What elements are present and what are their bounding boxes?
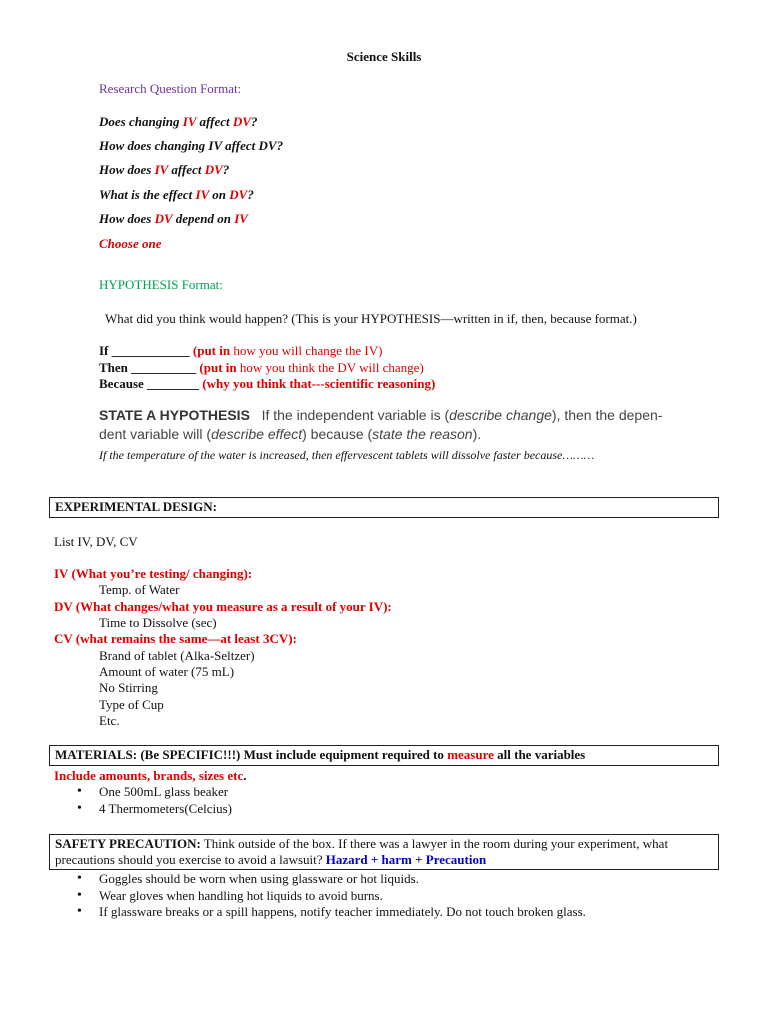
- iv-value: Temp. of Water: [99, 582, 180, 597]
- hypothesis-question: What did you think would happen? (This is your HYPOTHESIS—written in if, then, because format.): [105, 311, 637, 326]
- hypothesis-example: If the temperature of the water is increased, then effervescent tablets will dissolve faster because………: [99, 448, 595, 462]
- cv-value: No Stirring: [99, 680, 158, 695]
- research-heading: Research Question Format:: [99, 81, 242, 96]
- list-item: • Wear gloves when handling hot liquids to avoid burns.: [77, 888, 586, 905]
- cv-value: Amount of water (75 mL): [99, 664, 235, 679]
- page-title: Science Skills: [346, 49, 422, 64]
- materials-note: Include amounts, brands, sizes etc.: [54, 768, 247, 783]
- then-line: Then __________ (put in how you think the DV will change): [99, 360, 424, 375]
- list-item: • Goggles should be worn when using glassware or hot liquids.: [77, 871, 586, 888]
- safety-box: SAFETY PRECAUTION: Think outside of the box. If there was a lawyer in the room during your experiment, what precautions should you exercise to avoid a lawsuit? Hazard + harm + Precaution: [49, 834, 719, 870]
- dv-label: DV (What changes/what you measure as a result of your IV):: [54, 599, 392, 614]
- research-question-2: How does changing IV affect DV?: [99, 138, 284, 153]
- research-question-1: Does changing IV affect DV?: [99, 114, 258, 129]
- if-line: If ____________ (put in how you will change the IV): [99, 343, 383, 358]
- research-question-4: What is the effect IV on DV?: [99, 187, 254, 202]
- research-question-5: How does DV depend on IV: [99, 211, 248, 226]
- cv-value: Type of Cup: [99, 697, 164, 712]
- list-item: • 4 Thermometers(Celcius): [77, 801, 232, 818]
- materials-box: MATERIALS: (Be SPECIFIC!!!) Must include equipment required to measure all the variables: [49, 745, 719, 766]
- list-iv-dv-cv: List IV, DV, CV: [54, 534, 138, 549]
- iv-label: IV (What you’re testing/ changing):: [54, 566, 253, 581]
- experimental-design-box: [49, 497, 719, 518]
- safety-list: [77, 871, 586, 921]
- state-hypothesis-banner: STATE A HYPOTHESIS If the independent variable is (describe change), then the depen- dent variable will (describe effect) because (state the reason).: [99, 407, 663, 442]
- list-item: • If glassware breaks or a spill happens, notify teacher immediately. Do not touch broken glass.: [77, 904, 586, 921]
- because-line: Because ________ (why you think that---scientific reasoning): [99, 376, 436, 391]
- hypothesis-heading: HYPOTHESIS Format:: [99, 277, 223, 292]
- cv-value: Etc.: [99, 713, 120, 728]
- list-item: • One 500mL glass beaker: [77, 784, 232, 801]
- research-question-3: How does IV affect DV?: [99, 162, 230, 177]
- materials-list: [77, 784, 232, 817]
- experimental-design-heading: EXPERIMENTAL DESIGN:: [55, 499, 217, 514]
- dv-value: Time to Dissolve (sec): [99, 615, 217, 630]
- cv-label: CV (what remains the same—at least 3CV):: [54, 631, 297, 646]
- cv-value: Brand of tablet (Alka-Seltzer): [99, 648, 255, 663]
- choose-one: Choose one: [99, 236, 162, 251]
